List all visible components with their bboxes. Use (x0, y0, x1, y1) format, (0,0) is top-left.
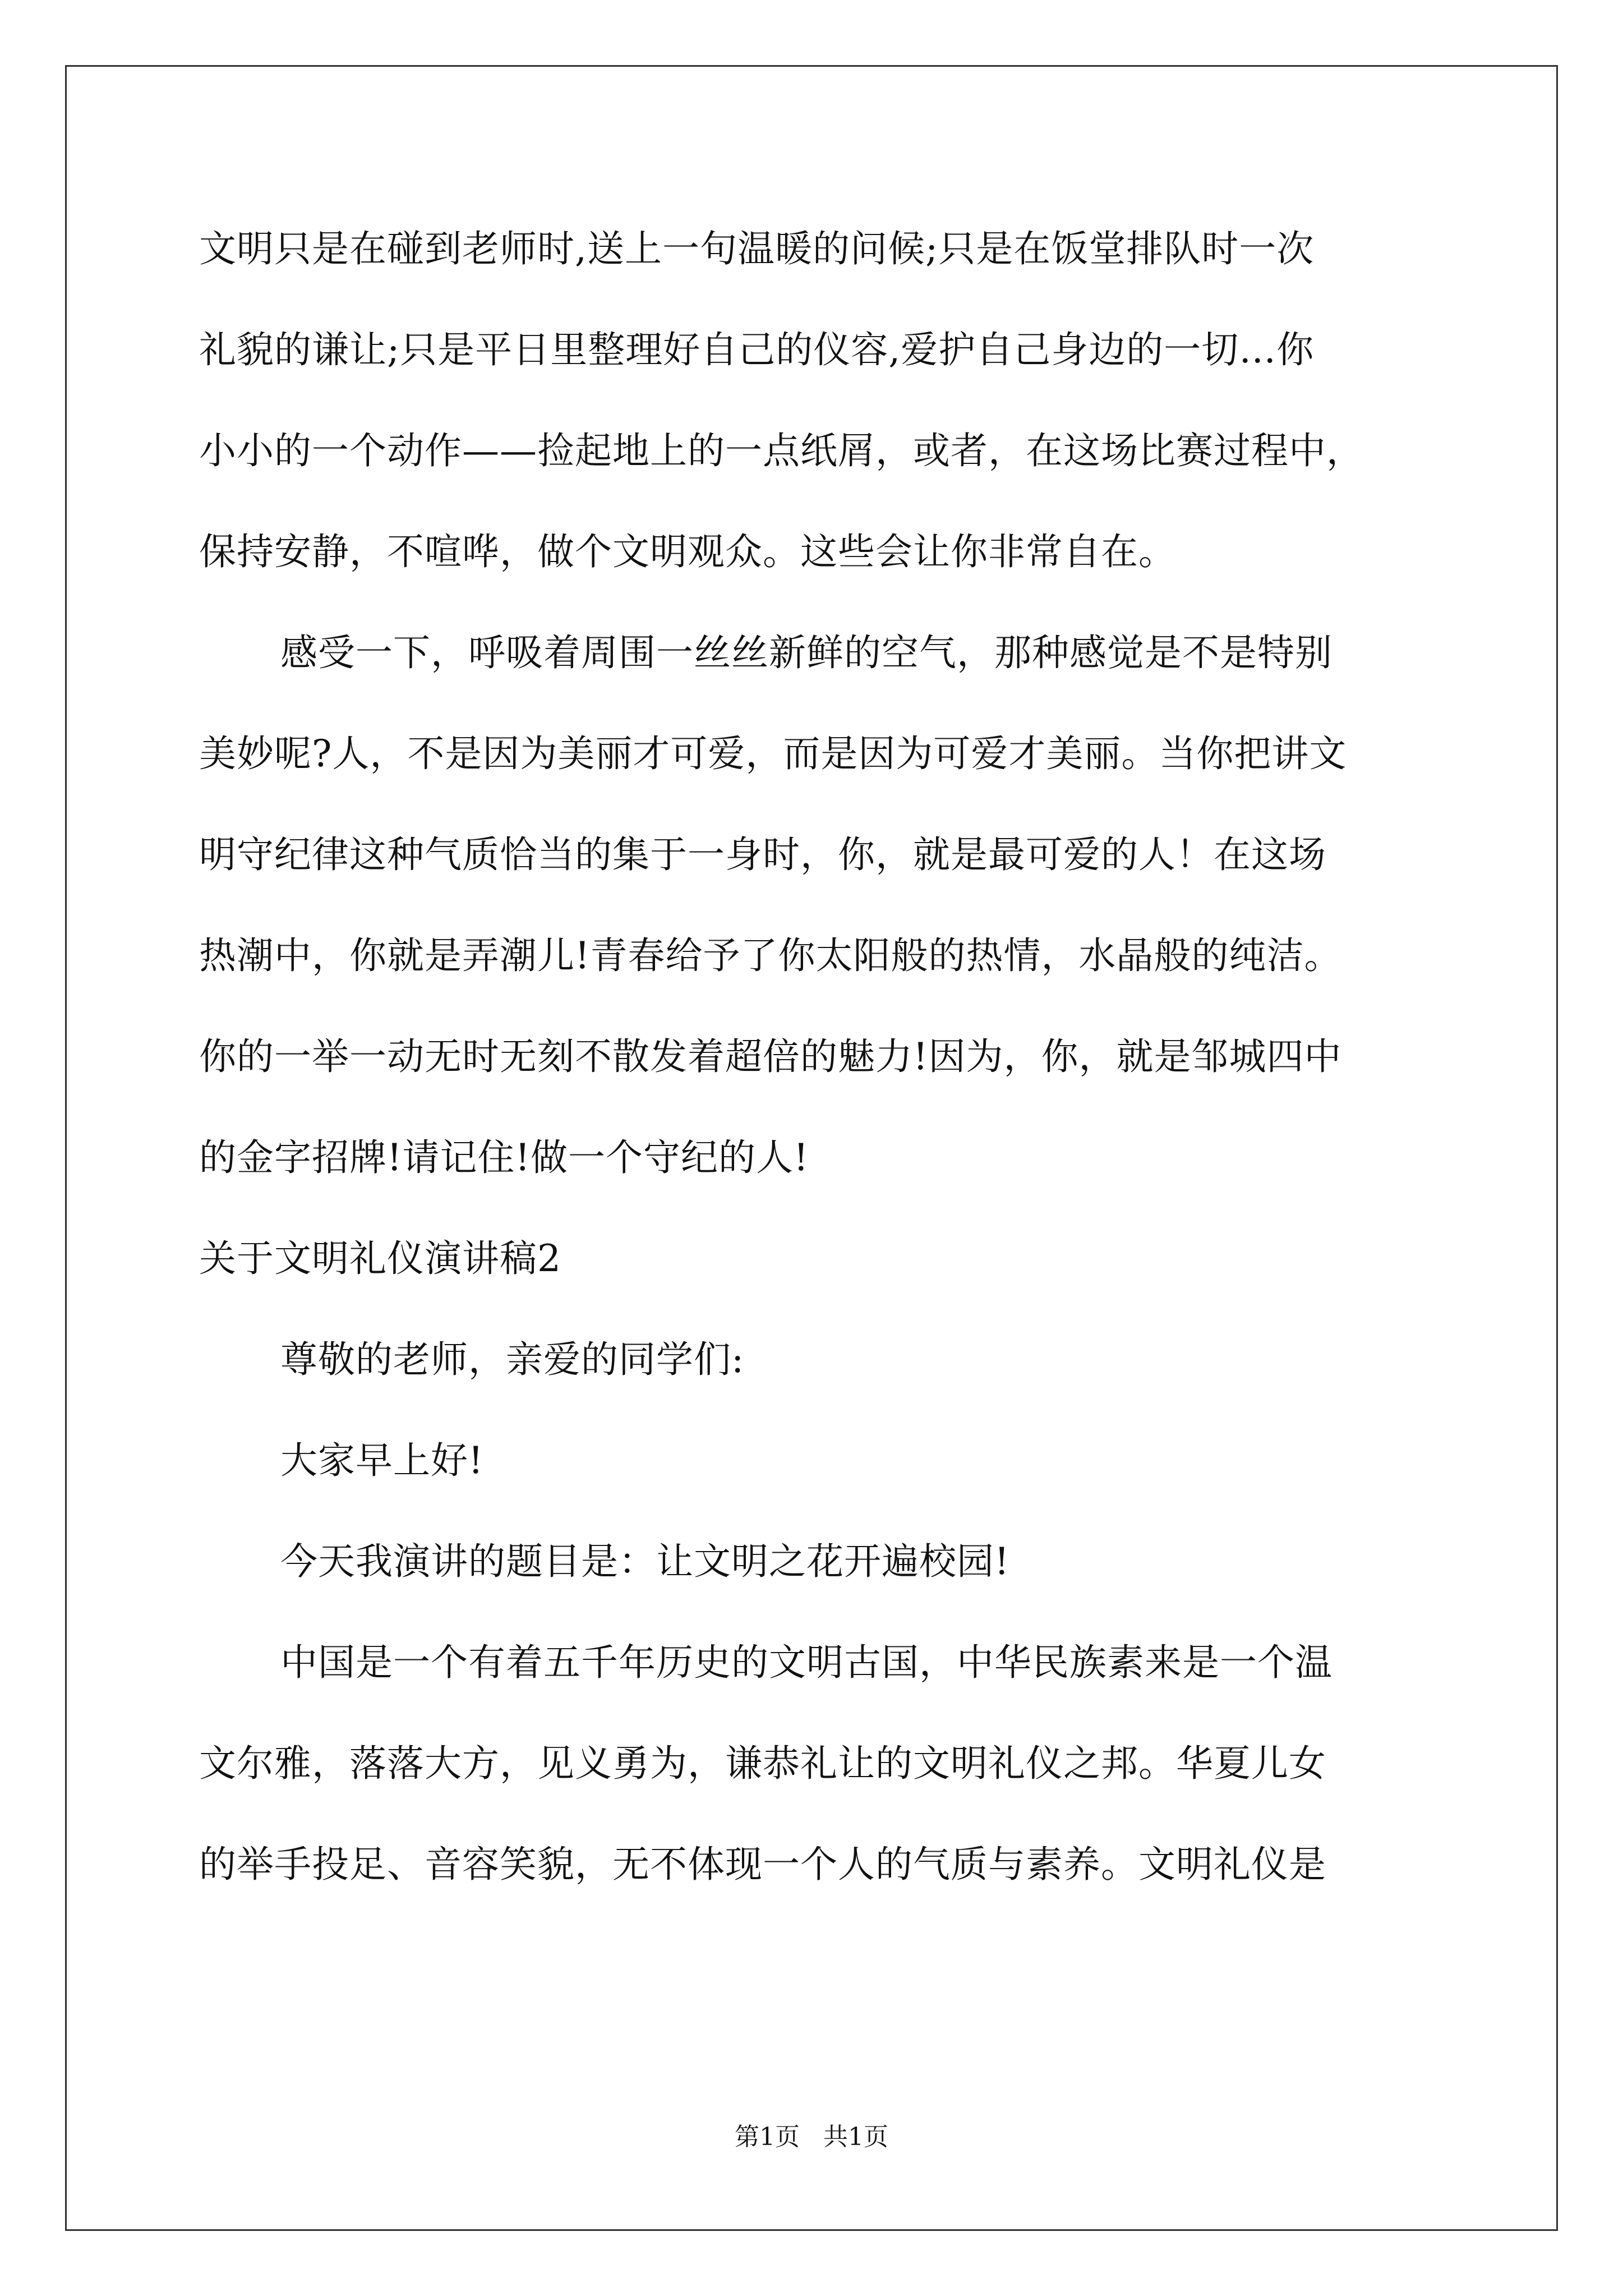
paragraph-line-3: 小小的一个动作——捡起地上的一点纸屑，或者，在这场比赛过程中， (199, 429, 1364, 472)
paragraph-line-17: 的举手投足、音容笑貌，无不体现一个人的气质与素养。文明礼仪是 (199, 1843, 1326, 1886)
paragraph-line-10: 的金字招牌!请记住!做一个守纪的人! (199, 1136, 809, 1179)
paragraph-line-1: 文明只是在碰到老师时,送上一句温暖的问候;只是在饭堂排队时一次 (199, 227, 1315, 270)
paragraph-line-2: 礼貌的谦让;只是平日里整理好自己的仪容,爱护自己身边的一切…你 (199, 328, 1315, 371)
paragraph-line-8: 热潮中，你就是弄潮儿!青春给予了你太阳般的热情，水晶般的纯洁。 (199, 934, 1342, 977)
paragraph-line-6: 美妙呢?人，不是因为美丽才可爱，而是因为可爱才美丽。当你把讲文 (199, 732, 1347, 775)
page-footer: 第1页 共1页 (735, 2123, 888, 2151)
paragraph-line-9: 你的一举一动无时无刻不散发着超倍的魅力!因为，你，就是邹城四中 (199, 1035, 1342, 1078)
section-heading: 关于文明礼仪演讲稿2 (199, 1237, 561, 1280)
greeting: 大家早上好! (280, 1439, 484, 1482)
paragraph-line-7: 明守纪律这种气质恰当的集于一身时，你，就是最可爱的人！在这场 (199, 833, 1326, 876)
paragraph-line-5: 感受一下，呼吸着周围一丝丝新鲜的空气，那种感觉是不是特别 (280, 631, 1332, 674)
paragraph-line-4: 保持安静，不喧哗，做个文明观众。这些会让你非常自在。 (199, 530, 1176, 573)
salutation: 尊敬的老师，亲爱的同学们: (280, 1338, 745, 1381)
speech-topic: 今天我演讲的题目是：让文明之花开遍校园! (280, 1540, 1010, 1583)
paragraph-line-15: 中国是一个有着五千年历史的文明古国，中华民族素来是一个温 (280, 1641, 1332, 1684)
paragraph-line-16: 文尔雅，落落大方，见义勇为，谦恭礼让的文明礼仪之邦。华夏儿女 (199, 1742, 1326, 1785)
